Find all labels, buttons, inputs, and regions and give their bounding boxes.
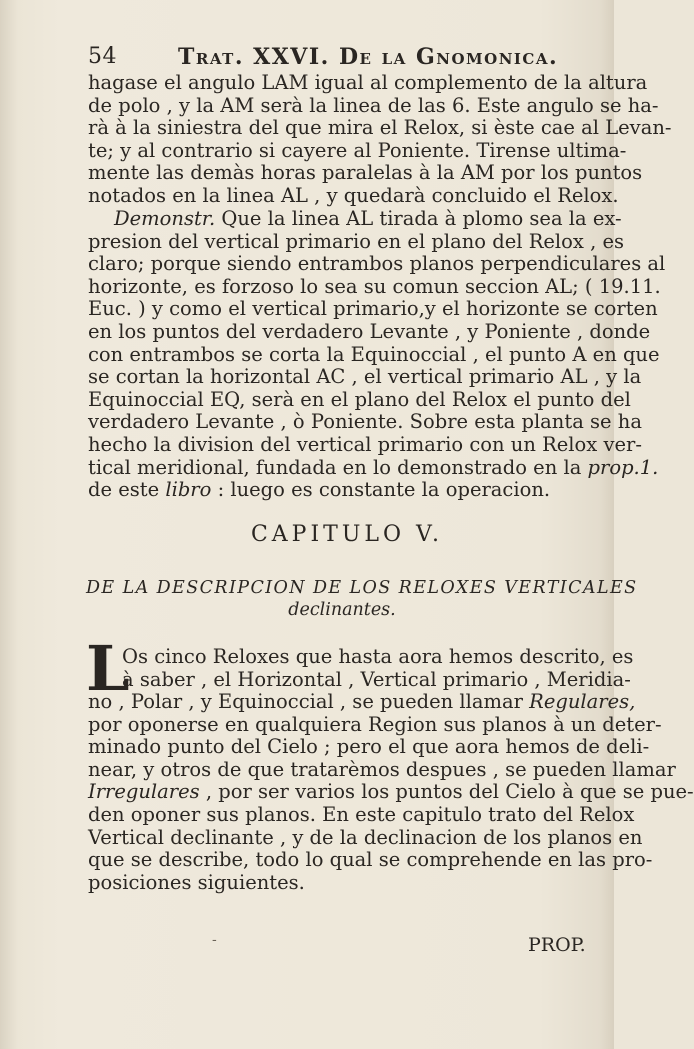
text-line: Euc. ) y como el vertical primario,y el horizonte se corten: [88, 297, 658, 321]
paragraph-continuation: [88, 71, 672, 208]
text-line: rà à la siniestra del que mira el Relox, si èste cae al Levan-: [88, 116, 672, 140]
text-line: [88, 479, 602, 502]
text-line: [88, 780, 694, 804]
text-line: hagase el angulo LAM igual al complemento de la altura: [88, 71, 648, 94]
text-line: horizonte, es forzoso lo sea su comun seccion AL; ( 19.11.: [88, 274, 661, 298]
text-line: en los puntos del verdadero Levante , y Poniente , donde: [88, 319, 651, 343]
text-line: [88, 690, 636, 714]
section-heading-continued: declinantes.: [288, 600, 396, 620]
text-line: se cortan la horizontal AC , el vertical primario AL , y la: [88, 365, 642, 389]
text-line: posiciones siguientes.: [88, 870, 305, 894]
text-line: hecho la division del vertical primario con un Relox ver-: [88, 432, 642, 456]
text-line: claro; porque siendo entrambos planos perpendiculares al: [88, 252, 666, 276]
text-line: Equinoccial EQ, serà en el plano del Relox el punto del: [88, 387, 631, 411]
paragraph-intro: [88, 690, 694, 894]
text-line: minado punto del Cielo ; pero el que aora hemos de deli-: [88, 735, 650, 759]
proposition-reference: prop.1.: [587, 455, 659, 479]
section-heading: DE LA DESCRIPCION DE LOS RELOXES VERTICALES: [86, 578, 638, 598]
text-line: por oponerse en qualquiera Region sus planos à un deter-: [88, 712, 662, 736]
text-line: den oponer sus planos. En este capitulo trato del Relox: [88, 802, 635, 826]
text-line: mente las demàs horas paralelas à la AM por los puntos: [88, 161, 643, 185]
term-irregulares: Irregulares: [88, 780, 200, 804]
text-span: de este: [88, 478, 166, 502]
text-span: Que la linea AL tirada à plomo sea la ex-: [215, 207, 622, 230]
text-line: presion del vertical primario en el plano del Relox , es: [88, 229, 625, 253]
chapter-title: CAPITULO V.: [250, 522, 444, 547]
text-line: verdadero Levante , ò Poniente. Sobre esta planta se ha: [88, 410, 642, 434]
text-span: no , Polar , y Equinoccial , se pueden llamar: [88, 690, 530, 713]
running-title: Trat. XXVI. De la Gnomonica.: [178, 44, 559, 70]
text-span: , por ser varios los puntos del Cielo à que se pue-: [199, 780, 694, 804]
demonstration-label: Demonstr.: [114, 207, 216, 230]
text-line: [88, 455, 659, 480]
text-line: [88, 207, 622, 231]
paragraph-demonstration: [88, 207, 666, 502]
text-line: Vertical declinante , y de la declinacion de los planos en: [88, 825, 643, 849]
text-span: : luego es constante la operacion.: [211, 478, 551, 502]
text-line: à saber , el Horizontal , Vertical primario , Meridia-: [122, 667, 631, 691]
text-line: con entrambos se corta la Equinoccial , el punto A en que: [88, 342, 660, 366]
text-line: te; y al contrario si cayere al Poniente. Tirense ultima-: [88, 138, 627, 162]
drop-cap: L: [86, 632, 130, 705]
catchword: PROP.: [528, 934, 586, 956]
text-line: notados en la linea AL , y quedarà concluido el Relox.: [88, 183, 619, 207]
running-header: [88, 44, 608, 74]
book-reference: libro: [165, 478, 212, 502]
text-line: que se describe, todo lo qual se comprehende en las pro-: [88, 848, 653, 872]
term-regulares: Regulares,: [529, 690, 636, 713]
text-line: Os cinco Reloxes que hasta aora hemos descrito, es: [122, 645, 634, 668]
text-span: tical meridional, fundada en lo demonstrado en la: [88, 455, 588, 479]
text-line: near, y otros de que tratarèmos despues , se pueden llamar: [88, 757, 676, 781]
paragraph-intro-dropcap: [122, 645, 634, 691]
page-number: 54: [88, 44, 117, 69]
ornament-dash: -: [212, 932, 217, 948]
text-line: de polo , y la AM serà la linea de las 6. Este angulo se ha-: [88, 93, 659, 117]
